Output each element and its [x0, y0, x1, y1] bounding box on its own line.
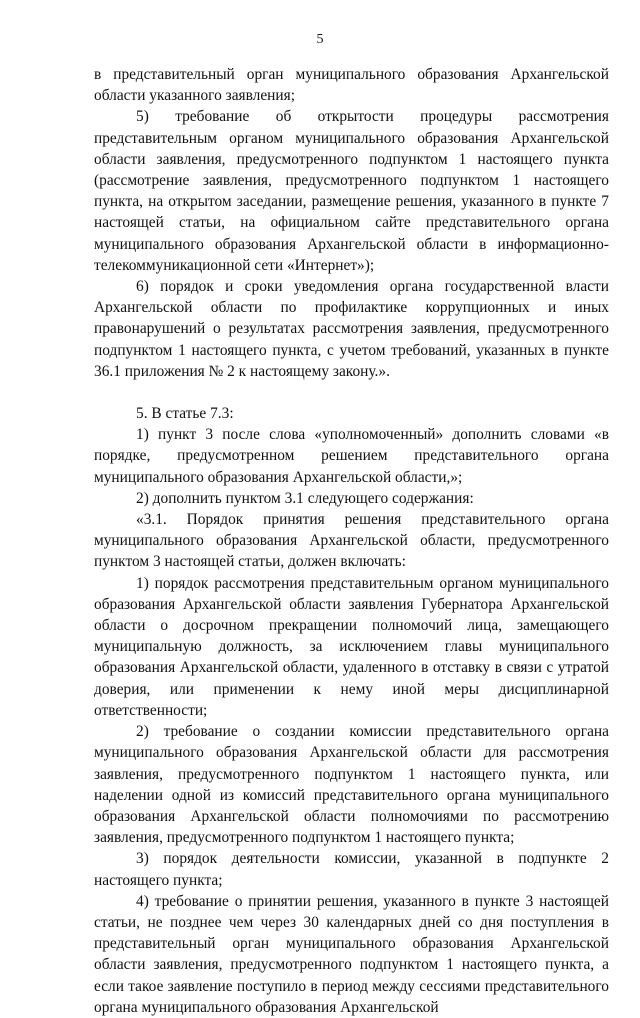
paragraph-amendment-2: 2) дополнить пунктом 3.1 следующего содержания:: [136, 489, 474, 507]
paragraph-item-5: 5) требование об открытости процедуры рассмотрения представительным органом муниципального образования Архангельской области заявления, предусмотренного подпунктом 1 настоящего пункта (рассмотрение заявления, предусмотренного подпунктом 1 настоящего пункта, на открытом заседании, размещение решения, указанного в пункте 7 настоящей статьи, на официальном сайте представительного органа муниципального образования Архангельской области в информационно-телекоммуникационной сети «Интернет»);: [94, 108, 609, 274]
paragraph-gap: [94, 382, 609, 403]
page-number: 5: [316, 32, 324, 47]
paragraph-continuation: в представительный орган муниципального образования Архангельской области указанного заявления;: [94, 66, 609, 105]
paragraph-clause-3-1: «3.1. Порядок принятия решения представительного органа муниципального образования Архангельской области, предусмотренного пунктом 3 настоящей статьи, должен включать:: [94, 511, 609, 571]
document-body: [94, 64, 609, 1018]
paragraph-subitem-3: 3) порядок деятельности комиссии, указанной в подпункте 2 настоящего пункта;: [94, 850, 609, 889]
paragraph-subitem-4: 4) требование о принятии решения, указанного в пункте 3 настоящей статьи, не позднее чем через 30 календарных дней со дня поступления в представительный орган муниципального образования Архангельской области заявления, предусмотренного подпунктом 1 настоящего пункта, а если такое заявление поступило в период между сессиями представительного органа муниципального образования Архангельской: [94, 892, 609, 1016]
section-heading-article-7-3: 5. В статье 7.3:: [136, 405, 234, 423]
paragraph-amendment-1: 1) пункт 3 после слова «уполномоченный» дополнить словами «в порядке, предусмотренном решением представительного органа муниципального образования Архангельской области,»;: [94, 426, 609, 486]
paragraph-subitem-2: 2) требование о создании комиссии представительного органа муниципального образования Архангельской области для рассмотрения заявления, предусмотренного подпунктом 1 настоящего пункта, или наделении одной из комиссий представительного органа муниципального образования Архангельской области полномочиями по рассмотрению заявления, предусмотренного подпунктом 1 настоящего пункта;: [94, 723, 609, 847]
paragraph-item-6: 6) порядок и сроки уведомления органа государственной власти Архангельской области по профилактике коррупционных и иных правонарушений о результатах рассмотрения заявления, предусмотренного подпунктом 1 настоящего пункта, с учетом требований, указанных в пункте 36.1 приложения № 2 к настоящему закону.».: [94, 278, 609, 380]
paragraph-subitem-1: 1) порядок рассмотрения представительным органом муниципального образования Архангельской области заявления Губернатора Архангельской области о досрочном прекращении полномочий лица, замещающего муниципальную должность, за исключением главы муниципального образования Архангельской области, удаленного в отставку в связи с утратой доверия, или применении к нему иной меры дисциплинарной ответственности;: [94, 574, 609, 719]
